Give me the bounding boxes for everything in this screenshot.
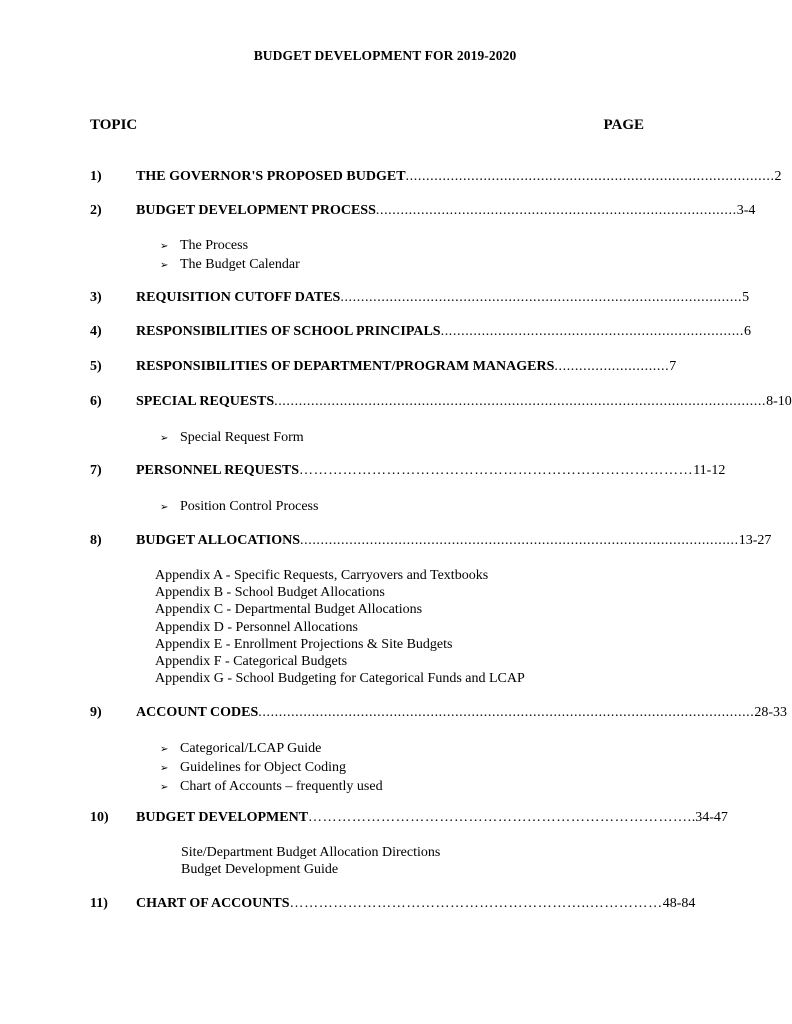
toc-entry-3 [90, 290, 750, 310]
page-column-header: PAGE [603, 117, 644, 133]
toc-entry-7 [90, 463, 726, 483]
entry-title: BUDGET DEVELOPMENT [136, 810, 309, 825]
entry-page: 3-4 [736, 203, 756, 218]
entry-title: THE GOVERNOR'S PROPOSED BUDGET [136, 169, 406, 184]
entry-number: 1) [90, 169, 102, 184]
toc-entry-2 [90, 203, 756, 223]
dot-leader: ........................................................................................................... [300, 533, 739, 548]
dot-leader: .................................................................................................. [340, 290, 743, 305]
special-subitems [160, 429, 304, 448]
document-title: BUDGET DEVELOPMENT FOR 2019-2020 [253, 48, 517, 63]
entry-page: 2 [774, 169, 782, 184]
entry-number: 8) [90, 533, 102, 548]
list-item: Budget Development Guide [181, 862, 339, 878]
dot-leader: ……………………………………………………………………… [299, 463, 694, 478]
dot-leader: ........................................................................................................................ [274, 394, 767, 409]
toc-entry-6 [90, 394, 792, 414]
arrow-bullet-icon: ➢ [160, 763, 169, 774]
entry-page: 11-12 [693, 463, 726, 478]
entry-number: 6) [90, 394, 102, 409]
entry-page: .34-47 [691, 810, 728, 825]
entry-number: 3) [90, 290, 102, 305]
list-item: ➢ Guidelines for Object Coding [160, 759, 383, 778]
dot-leader: .......................................................................................... [405, 169, 775, 184]
entry-number: 7) [90, 463, 102, 478]
arrow-bullet-icon: ➢ [160, 502, 169, 513]
toc-entry-11 [90, 896, 696, 916]
appendix-list [155, 567, 525, 687]
entry-page: 6 [744, 324, 751, 339]
entry-page: 8-10 [766, 394, 792, 409]
list-item: Appendix B - School Budget Allocations [155, 585, 385, 601]
topic-column-header: TOPIC [90, 117, 138, 133]
entry-title: PERSONNEL REQUESTS [136, 463, 299, 478]
account-codes-subitems [160, 740, 383, 797]
toc-entry-9 [90, 705, 788, 725]
entry-page: 5 [742, 290, 750, 305]
list-item: Appendix G - School Budgeting for Categorical Funds and LCAP [155, 671, 525, 687]
entry-title: REQUISITION CUTOFF DATES [136, 290, 341, 305]
toc-entry-4 [90, 324, 751, 344]
arrow-bullet-icon: ➢ [160, 782, 169, 793]
process-subitems [160, 237, 300, 275]
arrow-bullet-icon: ➢ [160, 260, 169, 271]
list-item: ➢ The Budget Calendar [160, 256, 300, 275]
entry-number: 11) [90, 896, 108, 911]
list-item: ➢ Categorical/LCAP Guide [160, 740, 383, 759]
entry-title: BUDGET DEVELOPMENT PROCESS [136, 203, 376, 218]
dot-leader: .......................................................................... [440, 324, 744, 339]
entry-title: CHART OF ACCOUNTS [136, 896, 290, 911]
list-item: ➢ Special Request Form [160, 429, 304, 448]
entry-page: 7 [669, 359, 677, 374]
entry-page: 28-33 [754, 705, 788, 720]
dot-leader: ……………………………………………………..…………… [289, 896, 663, 911]
arrow-bullet-icon: ➢ [160, 241, 169, 252]
dot-leader: ............................ [554, 359, 670, 374]
list-item: Appendix F - Categorical Budgets [155, 654, 348, 670]
list-item: ➢ The Process [160, 237, 300, 256]
dot-leader: ......................................................................................................................... [258, 705, 755, 720]
toc-entry-5 [90, 359, 677, 379]
toc-entry-1 [90, 169, 782, 189]
entry-page: 13-27 [738, 533, 772, 548]
arrow-bullet-icon: ➢ [160, 744, 169, 755]
entry-number: 9) [90, 705, 102, 720]
entry-number: 10) [90, 810, 109, 825]
budget-dev-subitems [181, 844, 440, 878]
list-item: Appendix D - Personnel Allocations [155, 619, 358, 635]
dot-leader: ........................................................................................ [375, 203, 737, 218]
arrow-bullet-icon: ➢ [160, 433, 169, 444]
toc-entry-8 [90, 533, 772, 553]
list-item: ➢ Chart of Accounts – frequently used [160, 778, 383, 797]
entry-title: ACCOUNT CODES [136, 705, 259, 720]
entry-page: 48-84 [662, 896, 696, 911]
toc-entry-10 [90, 810, 728, 830]
list-item: Site/Department Budget Allocation Directions [181, 845, 441, 860]
entry-title: RESPONSIBILITIES OF SCHOOL PRINCIPALS [136, 324, 441, 339]
list-item: ➢ Position Control Process [160, 498, 318, 517]
entry-number: 4) [90, 324, 102, 339]
personnel-subitems [160, 498, 318, 517]
list-item: Appendix C - Departmental Budget Allocations [155, 602, 423, 618]
entry-title: SPECIAL REQUESTS [136, 394, 275, 409]
list-item: Appendix A - Specific Requests, Carryovers and Textbooks [155, 568, 489, 583]
list-item: Appendix E - Enrollment Projections & Site Budgets [155, 636, 453, 652]
entry-title: BUDGET ALLOCATIONS [136, 533, 301, 548]
dot-leader: ……………………………………………………………………. [308, 810, 692, 825]
entry-number: 5) [90, 359, 102, 374]
entry-title: RESPONSIBILITIES OF DEPARTMENT/PROGRAM MANAGERS [136, 359, 555, 374]
entry-number: 2) [90, 203, 102, 218]
